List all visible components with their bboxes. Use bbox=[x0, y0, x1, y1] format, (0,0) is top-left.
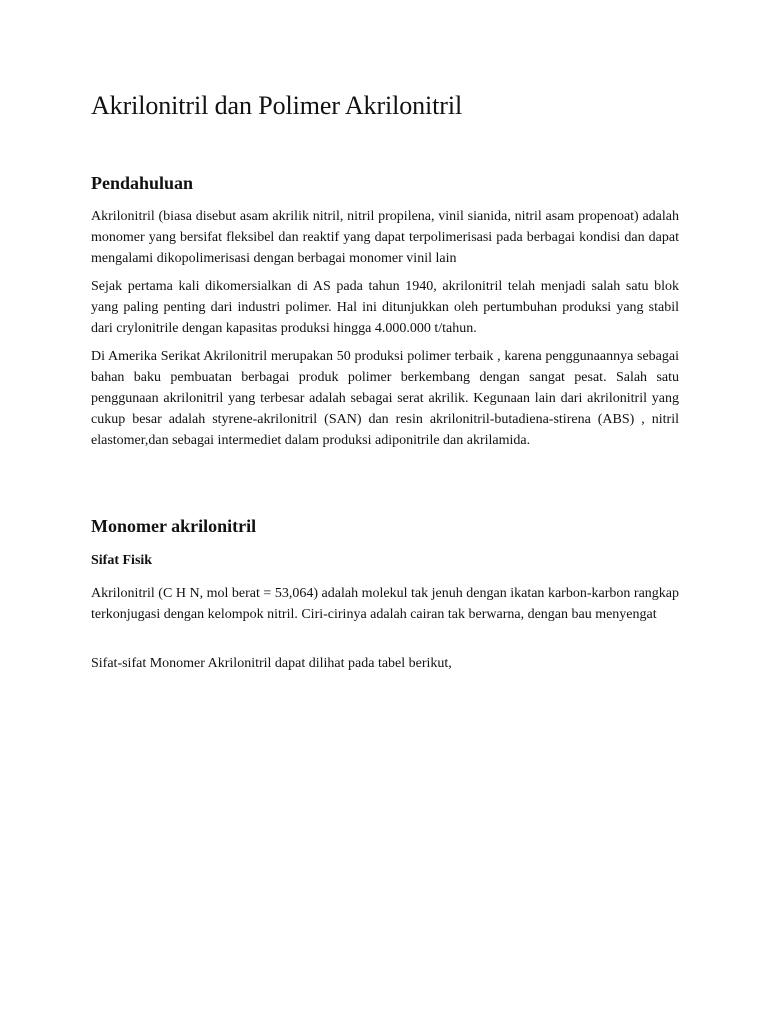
paragraph-physical-properties: Akrilonitril (C H N, mol berat = 53,064) adalah molekul tak jenuh dengan ikatan karbon-karbon rangkap terkonjugasi dengan kelompok nitril. Ciri-cirinya adalah cairan tak berwarna, dengan bau menyengat bbox=[91, 586, 679, 622]
section-heading-pendahuluan: Pendahuluan bbox=[91, 173, 194, 193]
paragraph-intro-2: Sejak pertama kali dikomersialkan di AS pada tahun 1940, akrilonitril telah menjadi salah satu blok yang paling penting dari industri polimer. Hal ini ditunjukkan oleh pertumbuhan produksi yang stabil dari crylonitrile dengan kapasitas produksi hingga 4.000.000 t/tahun. bbox=[91, 279, 679, 336]
section-heading-monomer: Monomer akrilonitril bbox=[91, 516, 257, 536]
paragraph-intro-1: Akrilonitril (biasa disebut asam akrilik nitril, nitril propilena, vinil sianida, nitril asam propenoat) adalah monomer yang bersifat fleksibel dan reaktif yang dapat terpolimerisasi pada berbagai kondisi dan dapat mengalami dikopolimerisasi dengan berbagai monomer vinil lain bbox=[91, 209, 679, 266]
paragraph-intro-3: Di Amerika Serikat Akrilonitril merupakan 50 produksi polimer terbaik , karena penggunaannya sebagai bahan baku pembuatan berbagai produk polimer berkembang dengan sangat pesat. Salah satu penggunaan akrilonitril yang terbesar adalah sebagai serat akrilik. Kegunaan lain dari akrilonitril yang cukup besar adalah styrene-akrilonitril (SAN) dan resin akrilonitril-butadiena-stirena (ABS) , nitril elastomer,dan sebagai intermediet dalam produksi adiponitrile dan akrilamida. bbox=[91, 349, 679, 448]
paragraph-table-intro: Sifat-sifat Monomer Akrilonitril dapat dilihat pada tabel berikut, bbox=[91, 656, 452, 671]
document-title: Akrilonitril dan Polimer Akrilonitril bbox=[91, 91, 463, 120]
subsection-heading-sifat-fisik: Sifat Fisik bbox=[91, 553, 153, 568]
